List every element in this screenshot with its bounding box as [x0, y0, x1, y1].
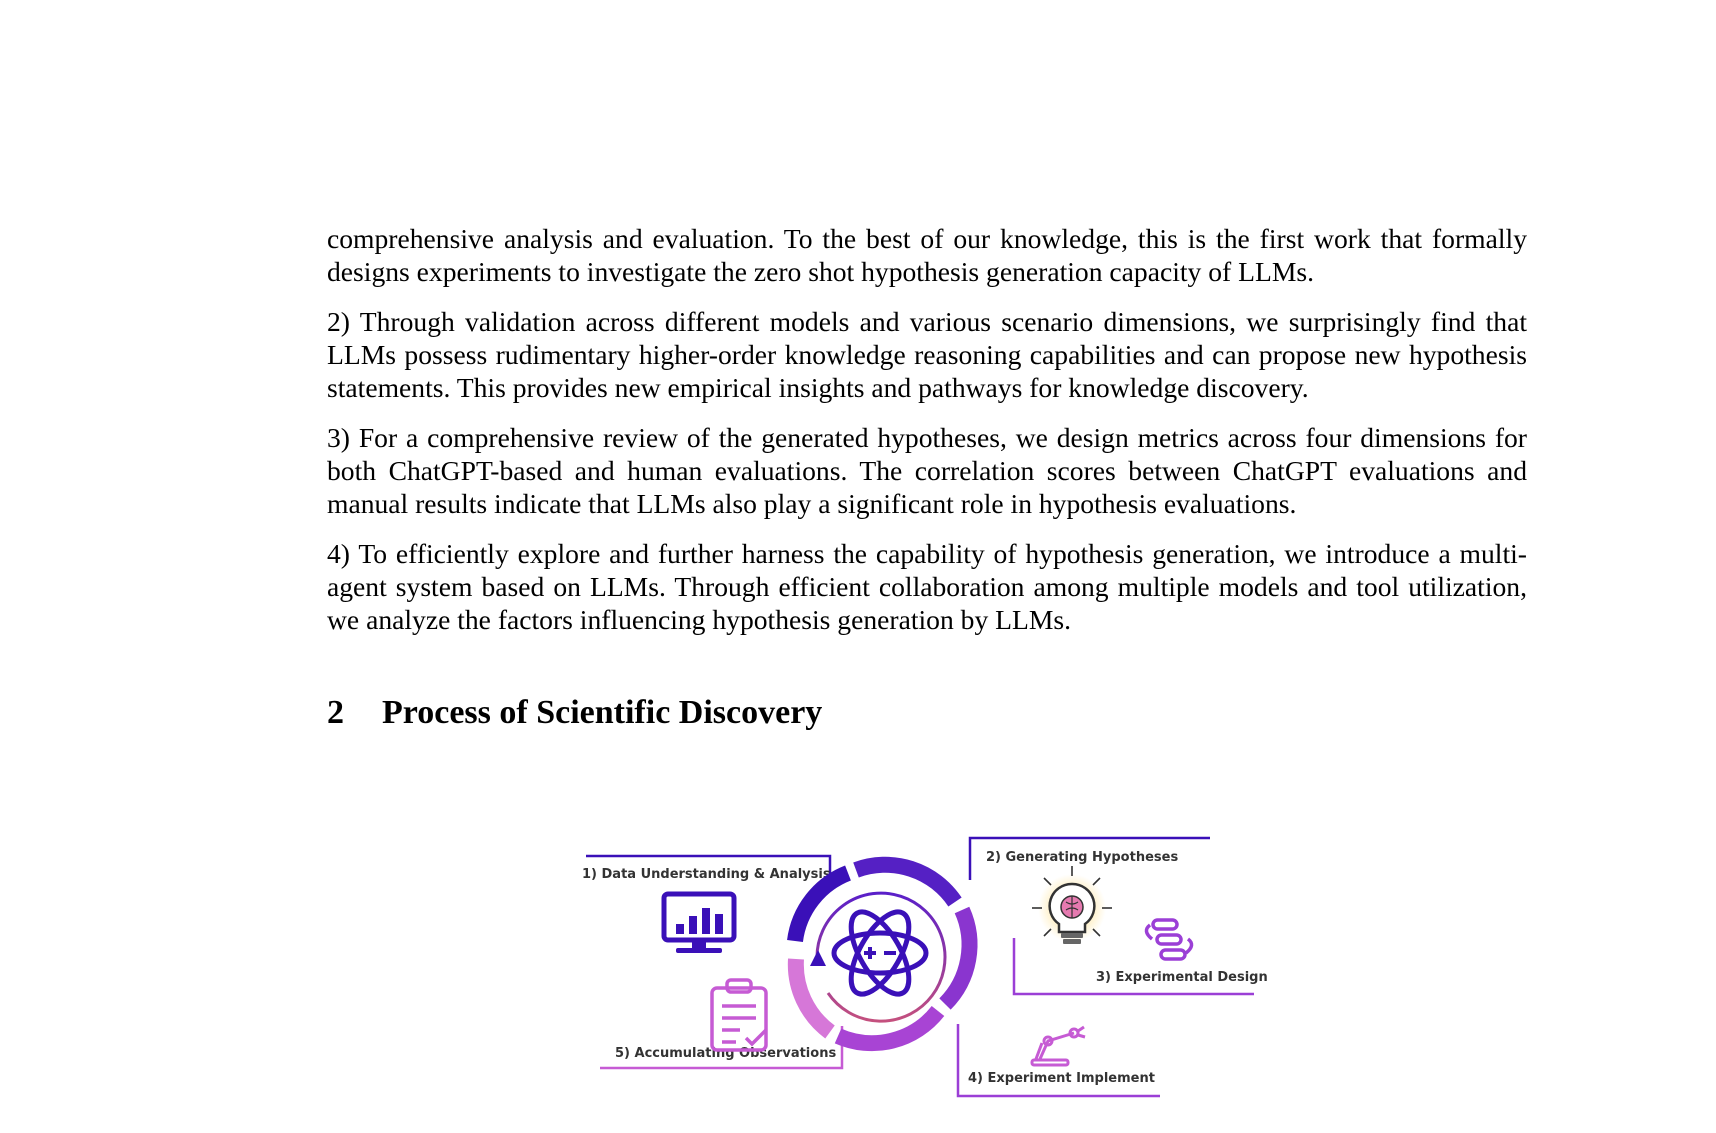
scientific-discovery-cycle-figure	[570, 828, 1270, 1118]
cycle-ring	[795, 865, 970, 1043]
paragraph-contribution-1-end: comprehensive analysis and evaluation. To the best of our knowledge, this is the first work that formally designs experiments to investigate the zero shot hypothesis generation capacity of LLMs.	[327, 223, 1527, 287]
paragraph-contribution-4: 4) To efficiently explore and further harness the capability of hypothesis generation, we introduce a multi-agent system based on LLMs. Through efficient collaboration among multiple models and tool utilization, we analyze the factors influencing hypothesis generation by LLMs.	[327, 538, 1527, 635]
lightbulb-brain-icon	[1032, 866, 1112, 944]
section-heading	[327, 693, 822, 733]
step-2-label: 2) Generating Hypotheses	[986, 850, 1179, 865]
section-title: Process of Scientific Discovery	[382, 694, 823, 731]
robot-arm-icon	[1032, 1027, 1085, 1065]
clipboard-check-icon	[712, 980, 766, 1050]
workflow-icon	[1146, 920, 1191, 959]
monitor-chart-icon	[664, 894, 734, 953]
paragraph-contribution-3: 3) For a comprehensive review of the generated hypotheses, we design metrics across four dimensions for both ChatGPT-based and human evaluations. The correlation scores between ChatGPT evaluations and manual results indicate that LLMs also play a significant role in hypothesis evaluations.	[327, 422, 1527, 519]
step-4-label: 4) Experiment Implement	[968, 1071, 1155, 1086]
step-3-label: 3) Experimental Design	[1096, 970, 1268, 985]
step-5-label: 5) Accumulating Observations	[615, 1046, 837, 1061]
step-3-bracket	[1014, 938, 1254, 994]
step-1-label: 1) Data Understanding & Analysis	[582, 867, 831, 882]
step-4-group	[958, 1024, 1160, 1096]
section-number: 2	[327, 694, 344, 731]
paragraph-contribution-2: 2) Through validation across different models and various scenario dimensions, we surprisingly find that LLMs possess rudimentary higher-order knowledge reasoning capabilities and can propose new hypothesis statements. This provides new empirical insights and pathways for knowledge discovery.	[327, 306, 1527, 403]
atom-icon	[834, 903, 926, 1003]
